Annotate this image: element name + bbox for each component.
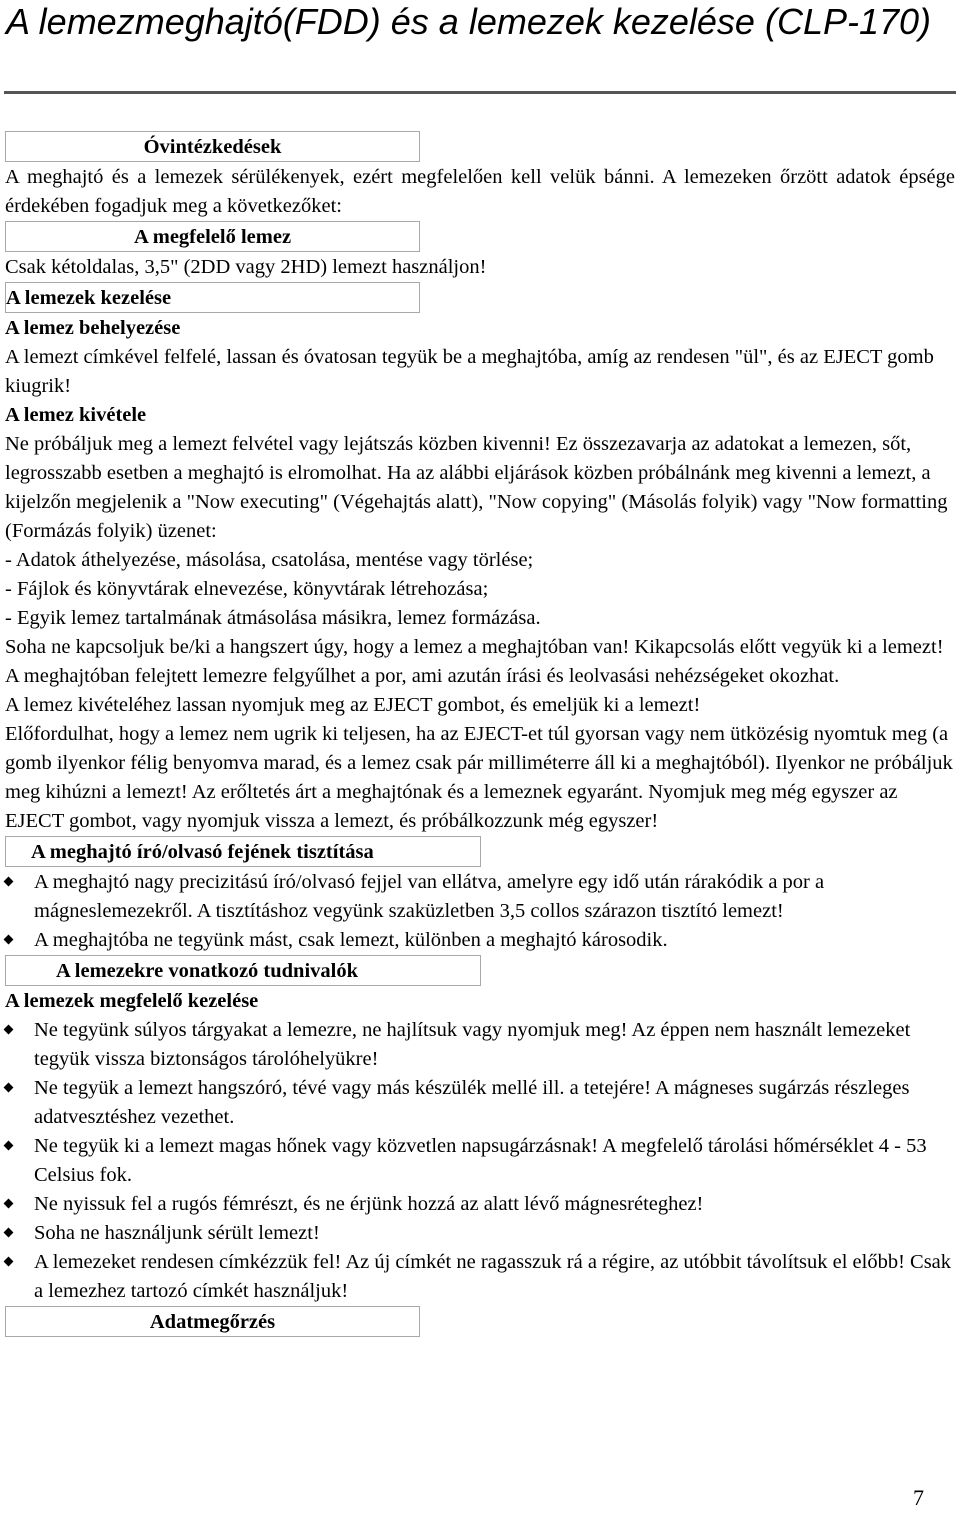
remove-text: Ne próbáljuk meg a lemezt felvétel vagy lejátszás közben kivenni! Ez összezavarja az adatokat a lemezen, sőt, legrosszabb esetben a meghajtó is elromolhat. Ha az alábbi eljárások közben próbálnánk meg kivenni a lemezt, a kijelzőn megjelenik a "Now executing" (Végehajtás alatt), "Now copying" (Másolás folyik) vagy "Now formatting (Formázás folyik) üzenet: <box>5 433 948 542</box>
list-item: - Fájlok és könyvtárak elnevezése, könyvtárak létrehozása; <box>5 578 489 600</box>
insert-text: A lemezt címkével felfelé, lassan és óvatosan tegyük be a meghajtóba, amíg az rendesen "ül", és az EJECT gomb kiugrik! <box>5 346 934 397</box>
diamond-bullet-icon <box>4 1025 14 1035</box>
precautions-intro: A meghajtó és a lemezek sérülékenyek, ezért megfelelően kell velük bánni. A lemezeken őrzött adatok épsége érdekében fogadjuk meg a következőket: <box>5 166 955 217</box>
operations-list <box>5 546 955 633</box>
disk-care-list <box>5 1016 955 1306</box>
head-cleaning-list <box>5 868 955 955</box>
diamond-bullet-icon <box>4 1083 14 1093</box>
section-heading-proper-disk: A megfelelő lemez <box>5 221 420 252</box>
list-item: A lemezeket rendesen címkézzük fel! Az új címkét ne ragasszuk rá a régire, az utóbbit távolítsuk el előbb! Csak a lemezhez tartozó címkét használjuk! <box>5 1248 955 1306</box>
insert-subheading: A lemez behelyezése <box>5 317 181 339</box>
list-item: - Adatok áthelyezése, másolása, csatolása, mentése vagy törlése; <box>5 549 534 571</box>
list-item: A meghajtó nagy precizitású író/olvasó fejjel van ellátva, amelyre egy idő után rárakódik a por a mágneslemezekről. A tisztításhoz vegyünk szaküzletben 3,5 collos szárazon tisztító lemezt! <box>5 868 955 926</box>
disk-care-subheading: A lemezek megfelelő kezelése <box>5 990 259 1012</box>
page-title: A lemezmeghajtó(FDD) és a lemezek kezelése (CLP-170) <box>6 1 932 42</box>
stuck-disk-text: Előfordulhat, hogy a lemez nem ugrik ki teljesen, ha az EJECT-et túl gyorsan vagy nem ütközésig nyomtuk meg (a gomb ilyenkor félig benyomva marad, és a lemez csak pár milliméterre áll ki a meghajtóból). Ilyenkor ne próbáljuk meg kihúzni a lemezt! Az erőltetés árt a meghajtónak és a lemeznek egyaránt. Nyomjuk meg még egyszer az EJECT gombot, vagy nyomjuk vissza a lemezt, és próbálkozzunk még egyszer! <box>5 723 953 832</box>
eject-text: A lemez kivételéhez lassan nyomjuk meg az EJECT gombot, és emeljük ki a lemezt! <box>5 694 701 716</box>
section-heading-backup: Adatmegőrzés <box>5 1306 420 1337</box>
remove-subheading: A lemez kivétele <box>5 404 147 426</box>
section-heading-handling: A lemezek kezelése <box>5 282 420 313</box>
diamond-bullet-icon <box>4 1199 14 1209</box>
proper-disk-text: Csak kétoldalas, 3,5" (2DD vagy 2HD) lemezt használjon! <box>5 256 487 278</box>
list-item: Ne tegyünk súlyos tárgyakat a lemezre, ne hajlítsuk vagy nyomjuk meg! Az éppen nem használt lemezeket tegyük vissza biztonságos tárolóhelyükre! <box>5 1016 955 1074</box>
list-item: Ne tegyük ki a lemezt magas hőnek vagy közvetlen napsugárzásnak! A megfelelő tárolási hőmérséklet 4 - 53 Celsius fok. <box>5 1132 955 1190</box>
diamond-bullet-icon <box>4 1141 14 1151</box>
diamond-bullet-icon <box>4 1257 14 1267</box>
power-warning-text: Soha ne kapcsoljuk be/ki a hangszert úgy, hogy a lemez a meghajtóban van! Kikapcsolás előtt vegyük ki a lemezt! A meghajtóban felejtett lemezre felgyűlhet a por, ami azután írási és leolvasási nehézségeket okozhat. <box>5 636 944 687</box>
section-heading-disk-info: A lemezekre vonatkozó tudnivalók <box>5 955 481 986</box>
list-item: - Egyik lemez tartalmának átmásolása másikra, lemez formázása. <box>5 607 541 629</box>
diamond-bullet-icon <box>4 935 14 945</box>
section-heading-head-cleaning: A meghajtó író/olvasó fejének tisztítása <box>5 836 481 867</box>
title-divider <box>4 91 956 94</box>
list-item: A meghajtóba ne tegyünk mást, csak lemezt, különben a meghajtó károsodik. <box>5 926 955 955</box>
diamond-bullet-icon <box>4 1228 14 1238</box>
list-item: Ne nyissuk fel a rugós fémrészt, és ne érjünk hozzá az alatt lévő mágnesréteghez! <box>5 1190 955 1219</box>
list-item: Ne tegyük a lemezt hangszóró, tévé vagy más készülék mellé ill. a tetejére! A mágneses sugárzás részleges adatvesztéshez vezethet. <box>5 1074 955 1132</box>
diamond-bullet-icon <box>4 877 14 887</box>
document-body <box>5 131 955 1338</box>
page-number: 7 <box>913 1485 924 1510</box>
list-item: Soha ne használjunk sérült lemezt! <box>5 1219 955 1248</box>
section-heading-precautions: Óvintézkedések <box>5 131 420 162</box>
